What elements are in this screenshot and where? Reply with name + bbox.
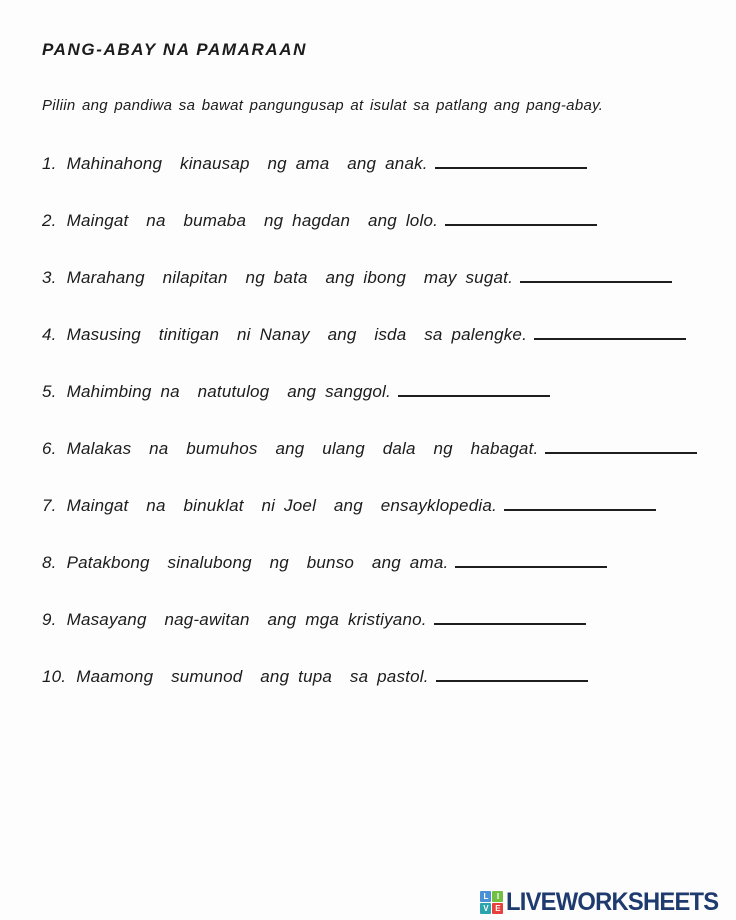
answer-blank[interactable] [436, 662, 588, 682]
item-number: 5. [42, 381, 57, 401]
item-sentence: Masusing tinitigan ni Nanay ang isda sa palengke. [66, 324, 528, 344]
item-sentence: Mahimbing na natutulog ang sanggol. [66, 381, 391, 401]
answer-blank[interactable] [545, 434, 697, 454]
item-sentence: Masayang nag-awitan ang mga kristiyano. [66, 609, 427, 629]
logo-square-i: I [492, 891, 503, 902]
exercise-item [42, 662, 700, 686]
item-sentence: Mahinahong kinausap ng ama ang anak. [66, 153, 428, 173]
answer-blank[interactable] [520, 263, 672, 283]
item-number: 7. [42, 495, 57, 515]
exercise-item [42, 434, 700, 458]
item-sentence: Maingat na bumaba ng hagdan ang lolo. [66, 210, 439, 230]
exercise-item [42, 320, 700, 344]
answer-blank[interactable] [435, 149, 587, 169]
exercise-item [42, 377, 700, 401]
liveworksheets-wordmark: LIVEWORKSHEETS [506, 888, 719, 916]
item-number: 3. [42, 267, 57, 287]
exercise-item [42, 491, 700, 515]
answer-blank[interactable] [434, 605, 586, 625]
exercise-item [42, 548, 700, 572]
item-sentence: Patakbong sinalubong ng bunso ang ama. [66, 552, 449, 572]
item-sentence: Maingat na binuklat ni Joel ang ensayklopedia. [66, 495, 497, 515]
answer-blank[interactable] [534, 320, 686, 340]
item-number: 1. [42, 153, 57, 173]
answer-blank[interactable] [504, 491, 656, 511]
item-number: 2. [42, 210, 57, 230]
item-number: 10. [42, 666, 67, 686]
item-number: 6. [42, 438, 57, 458]
liveworksheets-logo-icon [480, 891, 503, 914]
item-sentence: Malakas na bumuhos ang ulang dala ng habagat. [66, 438, 539, 458]
exercise-item [42, 149, 700, 173]
logo-square-v: V [480, 903, 491, 914]
worksheet-title: PANG-ABAY NA PAMARAAN [42, 40, 307, 59]
item-sentence: Marahang nilapitan ng bata ang ibong may sugat. [66, 267, 513, 287]
liveworksheets-branding [480, 888, 730, 917]
answer-blank[interactable] [445, 206, 597, 226]
logo-square-e: E [492, 903, 503, 914]
item-number: 8. [42, 552, 57, 572]
item-sentence: Maamong sumunod ang tupa sa pastol. [76, 666, 429, 686]
worksheet-instruction: Piliin ang pandiwa sa bawat pangungusap at isulat sa patlang ang pang-abay. [42, 97, 604, 114]
item-number: 4. [42, 324, 57, 344]
exercise-item [42, 206, 700, 230]
exercise-item [42, 263, 700, 287]
exercise-item [42, 605, 700, 629]
answer-blank[interactable] [398, 377, 550, 397]
exercise-list [42, 149, 700, 686]
answer-blank[interactable] [455, 548, 607, 568]
logo-square-l: L [480, 891, 491, 902]
item-number: 9. [42, 609, 57, 629]
